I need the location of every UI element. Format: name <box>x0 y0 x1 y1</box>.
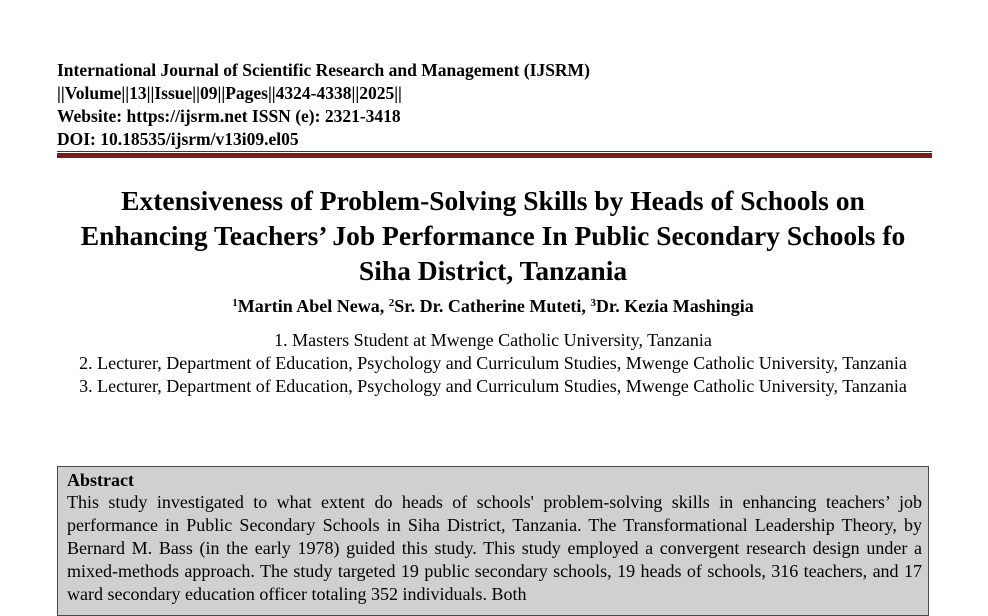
author-3-number: 3 <box>590 297 596 309</box>
author-separator: , <box>379 296 389 316</box>
paper-title: Extensiveness of Problem-Solving Skills by Heads of Schools on Enhancing Teachers’ Job Performance In Public Secondary Schools fo Siha District, Tanzania <box>80 185 906 286</box>
abstract-text: This study investigated to what extent do heads of schools' problem-solving skills in enhancing teachers’ job performance in Public Secondary Schools in Siha District, Tanzania. The Transformational Leadership Theory, by Bernard M. Bass (in the early 1978) guided this study. This study employed a convergent research design under a mixed-methods approach. The study targeted 19 public secondary schools, 19 heads of schools, 316 teachers, and 17 ward secondary education officer totaling 352 individuals. Both <box>67 492 922 604</box>
header-divider-thin <box>57 151 932 152</box>
author-2-name: Sr. Dr. Catherine Muteti <box>394 296 582 316</box>
affiliation-2: 2. Lecturer, Department of Education, Psychology and Curriculum Studies, Mwenge Catholic University, Tanzania <box>79 353 907 373</box>
journal-name: International Journal of Scientific Research and Management (IJSRM) <box>57 60 590 80</box>
affiliation-list <box>62 329 924 398</box>
abstract-heading: Abstract <box>67 470 134 490</box>
affiliation-1: 1. Masters Student at Mwenge Catholic University, Tanzania <box>274 330 712 350</box>
journal-website-line: Website: https://ijsrm.net ISSN (e): 2321-3418 <box>57 106 401 126</box>
author-1-number: 1 <box>232 297 238 309</box>
abstract-box <box>57 466 929 616</box>
affiliation-3: 3. Lecturer, Department of Education, Psychology and Curriculum Studies, Mwenge Catholic University, Tanzania <box>79 376 907 396</box>
author-separator: , <box>581 296 591 316</box>
author-list <box>60 294 926 318</box>
header-divider-thick <box>57 153 932 158</box>
journal-header <box>57 59 937 151</box>
journal-doi-line: DOI: 10.18535/ijsrm/v13i09.el05 <box>57 129 299 149</box>
author-1-name: Martin Abel Newa <box>237 296 380 316</box>
author-3-name: Dr. Kezia Mashingia <box>595 296 754 316</box>
author-2-number: 2 <box>388 297 395 309</box>
journal-volume-line: ||Volume||13||Issue||09||Pages||4324-4338||2025|| <box>57 83 402 103</box>
